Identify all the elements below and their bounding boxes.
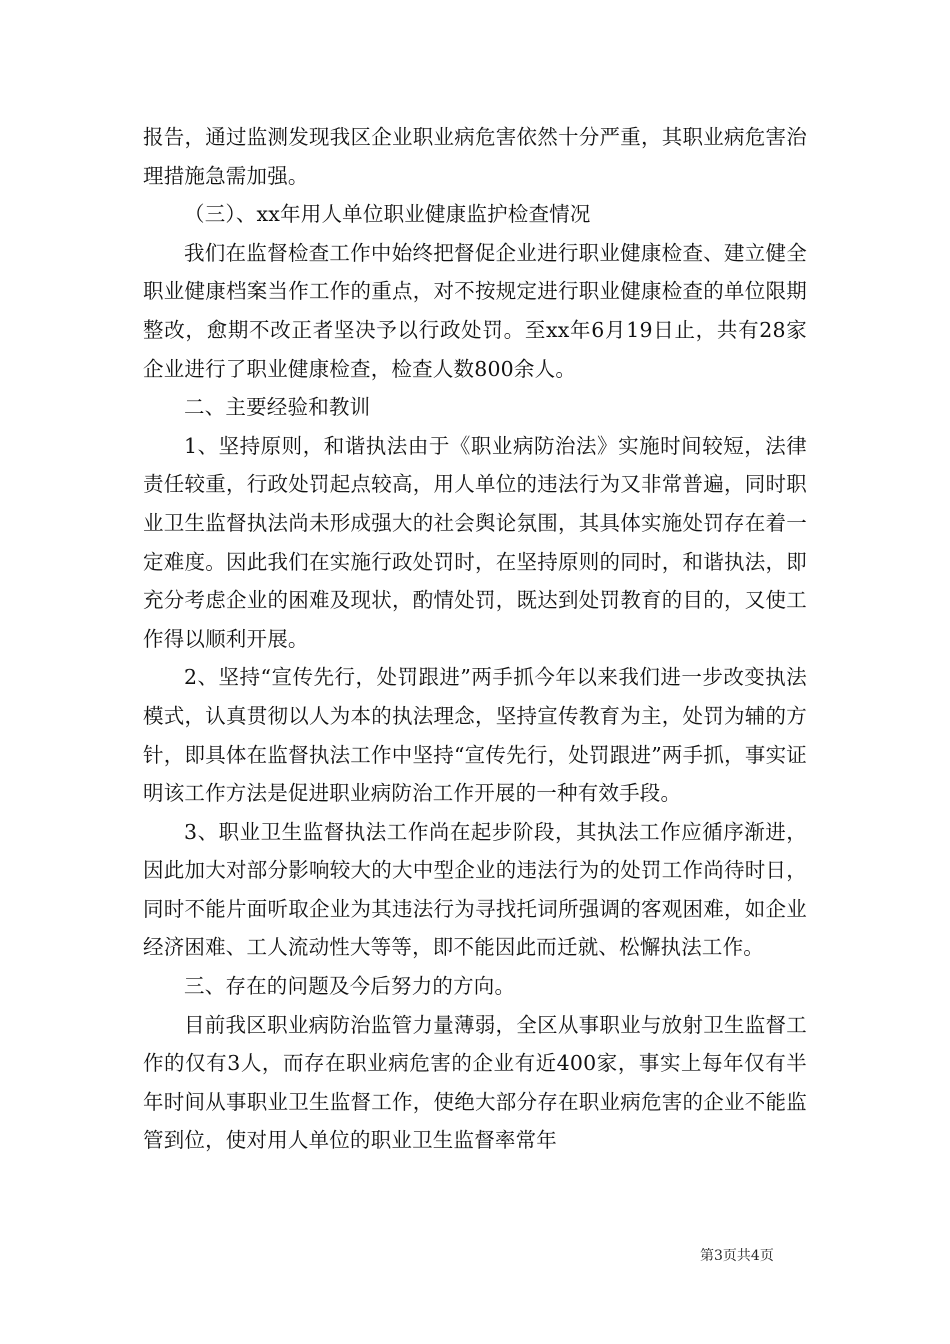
paragraph-continuation: 报告，通过监测发现我区企业职业病危害依然十分严重，其职业病危害治理措施急需加强。 — [143, 125, 807, 188]
section-heading-experience: 二、主要经验和教训 — [184, 395, 371, 420]
paragraph-experience-3: 3、职业卫生监督执法工作尚在起步阶段，其执法工作应循序渐进，因此加大对部分影响较大的大中型企业的违法行为的处罚工作尚待时日，同时不能片面听取企业为其违法行为寻找托词所强调的客观困难，如企业经济困难、工人流动性大等等，即不能因此而迁就、松懈执法工作。 — [143, 819, 807, 960]
paragraph-health-check: 我们在监督检查工作中始终把督促企业进行职业健康检查、建立健全职业健康档案当作工作的重点，对不按规定进行职业健康检查的单位限期整改，愈期不改正者坚决予以行政处罚。至xx年6月19日止，共有28家企业进行了职业健康检查，检查人数800余人。 — [143, 240, 807, 381]
paragraph-experience-2: 2、坚持“宣传先行，处罚跟进”两手抓今年以来我们进一步改变执法模式，认真贯彻以人为本的执法理念，坚持宣传教育为主，处罚为辅的方针，即具体在监督执法工作中坚持“宣传先行，处罚跟进”两手抓，事实证明该工作方法是促进职业病防治工作开展的一种有效手段。 — [143, 665, 807, 806]
paragraph-experience-1: 1、坚持原则，和谐执法由于《职业病防治法》实施时间较短，法律责任较重，行政处罚起点较高，用人单位的违法行为又非常普遍，同时职业卫生监督执法尚未形成强大的社会舆论氛围，其具体实施处罚存在着一定难度。因此我们在实施行政处罚时，在坚持原则的同时，和谐执法，即充分考虑企业的困难及现状，酌情处罚，既达到处罚教育的目的，又使工作得以顺利开展。 — [143, 433, 807, 651]
paragraph-problems: 目前我区职业病防治监管力量薄弱，全区从事职业与放射卫生监督工作的仅有3人，而存在职业病危害的企业有近400家，事实上每年仅有半年时间从事职业卫生监督工作，使绝大部分存在职业病危害的企业不能监管到位，使对用人单位的职业卫生监督率常年 — [143, 1012, 807, 1153]
document-body — [143, 118, 807, 1160]
section-heading-problems: 三、存在的问题及今后努力的方向。 — [184, 974, 516, 999]
page-number: 第3页共4页 — [700, 1248, 774, 1264]
section-heading-health-check: （三）、xx年用人单位职业健康监护检查情况 — [184, 202, 591, 227]
